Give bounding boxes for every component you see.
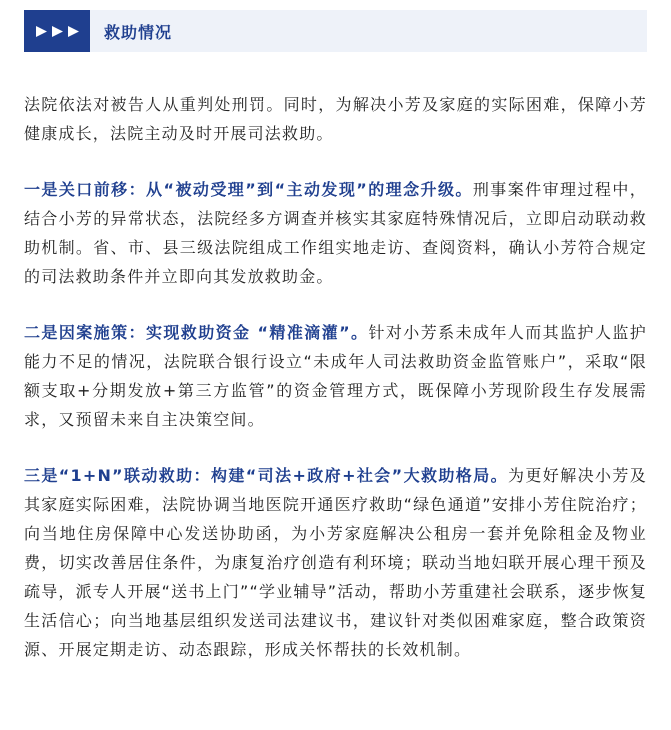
paragraph-text: 为更好解决小芳及其家庭实际困难，法院协调当地医院开通医疗救助“绿色通道”安排小芳住院治疗；向当地住房保障中心发送协助函，为小芳家庭解决公租房一套并免除租金及物业费，切实改善居住条件，为康复治疗创造有利环境；联动当地妇联开展心理干预及疏导，派专人开展“送书上门”“学业辅导”活动，帮助小芳重建社会联系，逐步恢复生活信心；向当地基层组织发送司法建议书，建议针对类似困难家庭，整合政策资源、开展定期走访、动态跟踪，形成关怀帮扶的长效机制。 [24,466,647,659]
intro-paragraph [24,90,647,148]
section-header [24,10,647,52]
article-body [24,90,647,691]
measure-paragraph-3 [24,461,647,664]
measure-paragraph-2 [24,318,647,434]
measure-paragraph-1 [24,175,647,291]
paragraph-text: 刑事案件审理过程中，结合小芳的异常状态，法院经多方调查并核实其家庭特殊情况后，立即启动联动救助机制。省、市、县三级法院组成工作组实地走访、查阅资料，确认小芳符合规定的司法救助条件并立即向其发放救助金。 [24,180,647,286]
paragraph-lead: 一是关口前移：从“被动受理”到“主动发现”的理念升级。 [24,180,473,199]
paragraph-lead: 二是因案施策：实现救助资金 “精准滴灌”。 [24,323,369,342]
paragraph-lead: 三是“1+N”联动救助：构建“司法+政府+社会”大救助格局。 [24,466,508,485]
triple-arrow-icon [24,10,90,52]
paragraph-text: 法院依法对被告人从重判处刑罚。同时，为解决小芳及家庭的实际困难，保障小芳健康成长，法院主动及时开展司法救助。 [24,95,647,143]
section-title: 救助情况 [104,22,173,42]
paragraph-text: 针对小芳系未成年人而其监护人监护能力不足的情况，法院联合银行设立“未成年人司法救助资金监管账户”，采取“限额支取+分期发放+第三方监管”的资金管理方式，既保障小芳现阶段生存发展需求，又预留未来自主决策空间。 [24,323,647,429]
